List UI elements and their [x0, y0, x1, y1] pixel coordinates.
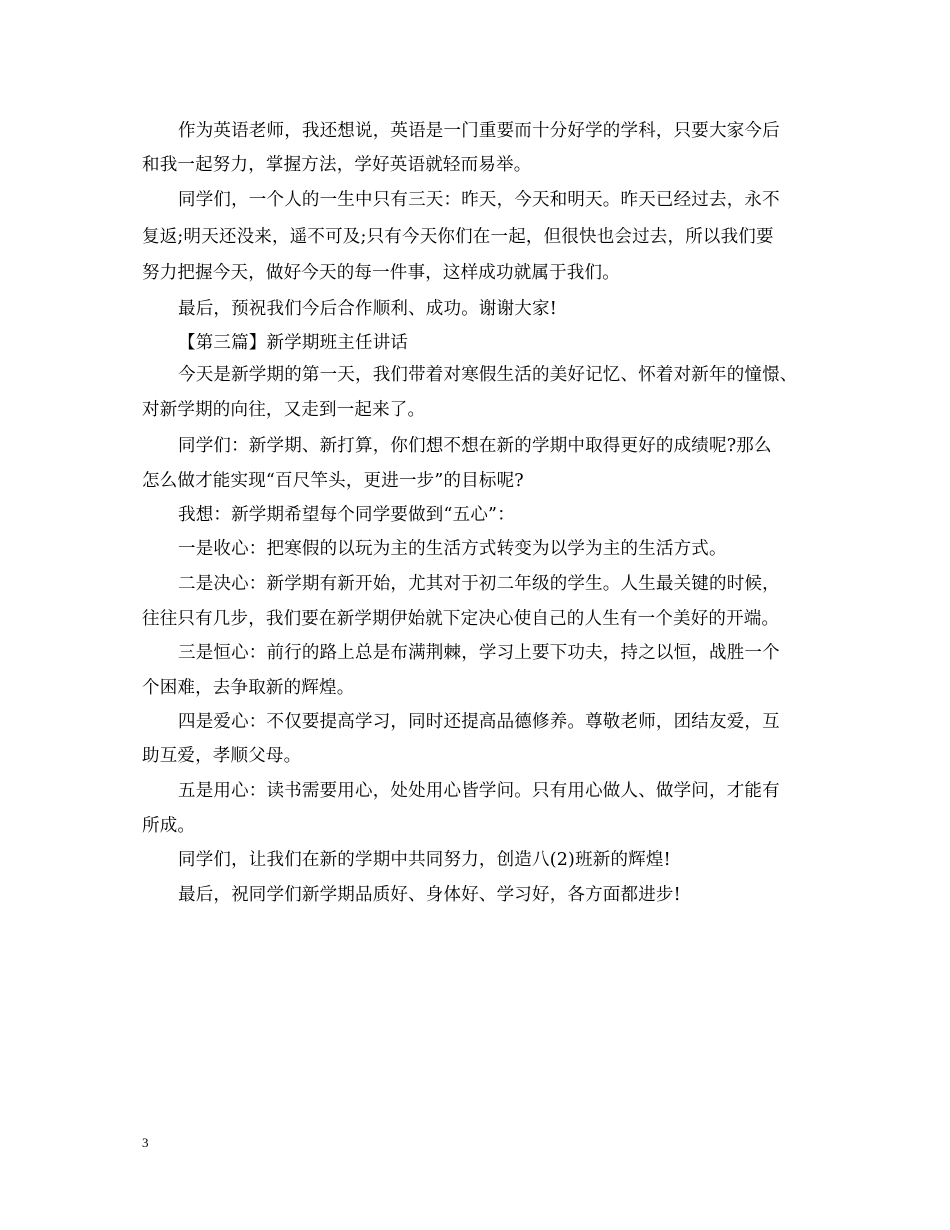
text-line: 同学们：新学期、新打算，你们想不想在新的学期中取得更好的成绩呢?那么 — [178, 436, 772, 456]
text-line: 个困难，去争取新的辉煌。 — [142, 678, 355, 698]
text-line: 所成。 — [142, 816, 196, 836]
text-line: 我想：新学期希望每个同学要做到“五心”： — [178, 505, 515, 525]
text-line: 怎么做才能实现“百尺竿头，更进一步”的目标呢? — [142, 471, 524, 491]
text-line: 最后，祝同学们新学期品质好、身体好、学习好，各方面都进步! — [178, 885, 681, 905]
text-line: 作为英语老师，我还想说，英语是一门重要而十分好学的学科，只要大家今后 — [178, 121, 780, 141]
text-line: 往往只有几步，我们要在新学期伊始就下定决心使自己的人生有一个美好的开端。 — [142, 609, 780, 629]
text-line: 最后，预祝我们今后合作顺利、成功。谢谢大家! — [178, 299, 557, 319]
text-line: 助互爱，孝顺父母。 — [142, 746, 302, 766]
text-line: 三是恒心：前行的路上总是布满荆棘，学习上要下功夫，持之以恒，战胜一个 — [178, 643, 780, 663]
text-line: 二是决心：新学期有新开始，尤其对于初二年级的学生。人生最关键的时候， — [178, 574, 780, 594]
text-line: 同学们，一个人的一生中只有三天：昨天，今天和明天。昨天已经过去，永不 — [178, 190, 780, 210]
text-line: 对新学期的向往，又走到一起来了。 — [142, 400, 426, 420]
section-heading: 【第三篇】新学期班主任讲话 — [178, 333, 409, 353]
text-line: 和我一起努力，掌握方法，学好英语就轻而易举。 — [142, 155, 532, 175]
text-line: 同学们，让我们在新的学期中共同努力，创造八(2)班新的辉煌! — [178, 850, 671, 870]
text-line: 努力把握今天，做好今天的每一件事，这样成功就属于我们。 — [142, 263, 620, 283]
text-line: 今天是新学期的第一天，我们带着对寒假生活的美好记忆、怀着对新年的憧憬、 — [178, 365, 798, 385]
text-line: 一是收心：把寒假的以玩为主的生活方式转变为以学为主的生活方式。 — [178, 539, 727, 559]
text-line: 四是爱心：不仅要提高学习，同时还提高品德修养。尊敬老师，团结友爱，互 — [178, 712, 780, 732]
text-line: 五是用心：读书需要用心，处处用心皆学问。只有用心做人、做学问，才能有 — [178, 781, 780, 801]
text-line: 复返;明天还没来，遥不可及;只有今天你们在一起，但很快也会过去，所以我们要 — [142, 227, 774, 247]
page-number: 3 — [142, 1135, 149, 1150]
